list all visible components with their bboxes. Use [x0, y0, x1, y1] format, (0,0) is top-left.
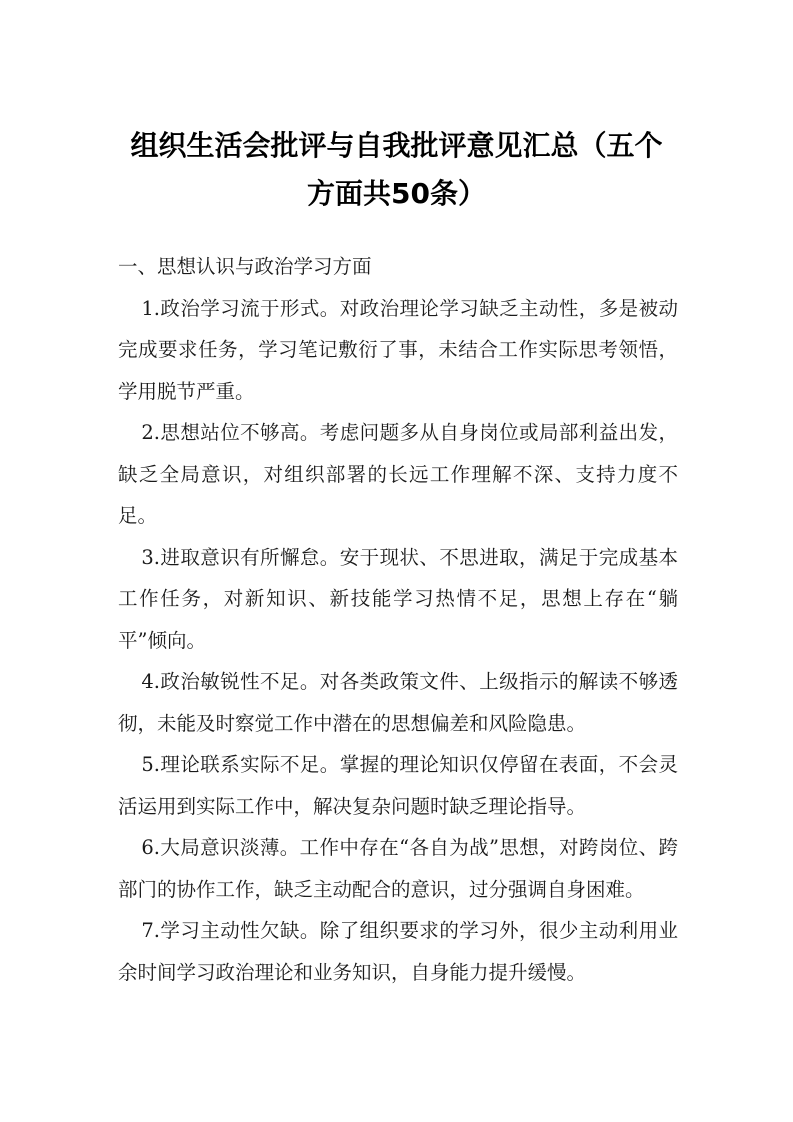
list-item: 6.大局意识淡薄。工作中存在“各自为战”思想，对跨岗位、跨部门的协作工作，缺乏主动配合的意识，过分强调自身困难。: [118, 836, 678, 901]
list-item: 7.学习主动性欠缺。除了组织要求的学习外，很少主动利用业余时间学习政治理论和业务知识，自身能力提升缓慢。: [118, 919, 678, 984]
section-heading: 一、思想认识与政治学习方面: [118, 255, 372, 278]
title-line-2: 方面共50条）: [307, 177, 486, 210]
document-body: [118, 246, 678, 993]
list-item: 3.进取意识有所懈怠。安于现状、不思进取，满足于完成基本工作任务，对新知识、新技能学习热情不足，思想上存在“躺平”倾向。: [118, 545, 678, 652]
list-item: 5.理论联系实际不足。掌握的理论知识仅停留在表面，不会灵活运用到实际工作中，解决复杂问题时缺乏理论指导。: [118, 753, 678, 818]
document-title: [100, 122, 693, 218]
title-line-1: 组织生活会批评与自我批评意见汇总（五个: [130, 129, 663, 162]
list-item: 2.思想站位不够高。考虑问题多从自身岗位或局部利益出发，缺乏全局意识，对组织部署的长远工作理解不深、支持力度不足。: [118, 421, 678, 527]
list-item: 4.政治敏锐性不足。对各类政策文件、上级指示的解读不够透彻，未能及时察觉工作中潜在的思想偏差和风险隐患。: [118, 670, 678, 735]
list-item: 1.政治学习流于形式。对政治理论学习缺乏主动性，多是被动完成要求任务，学习笔记敷衍了事，未结合工作实际思考领悟，学用脱节严重。: [118, 296, 678, 403]
